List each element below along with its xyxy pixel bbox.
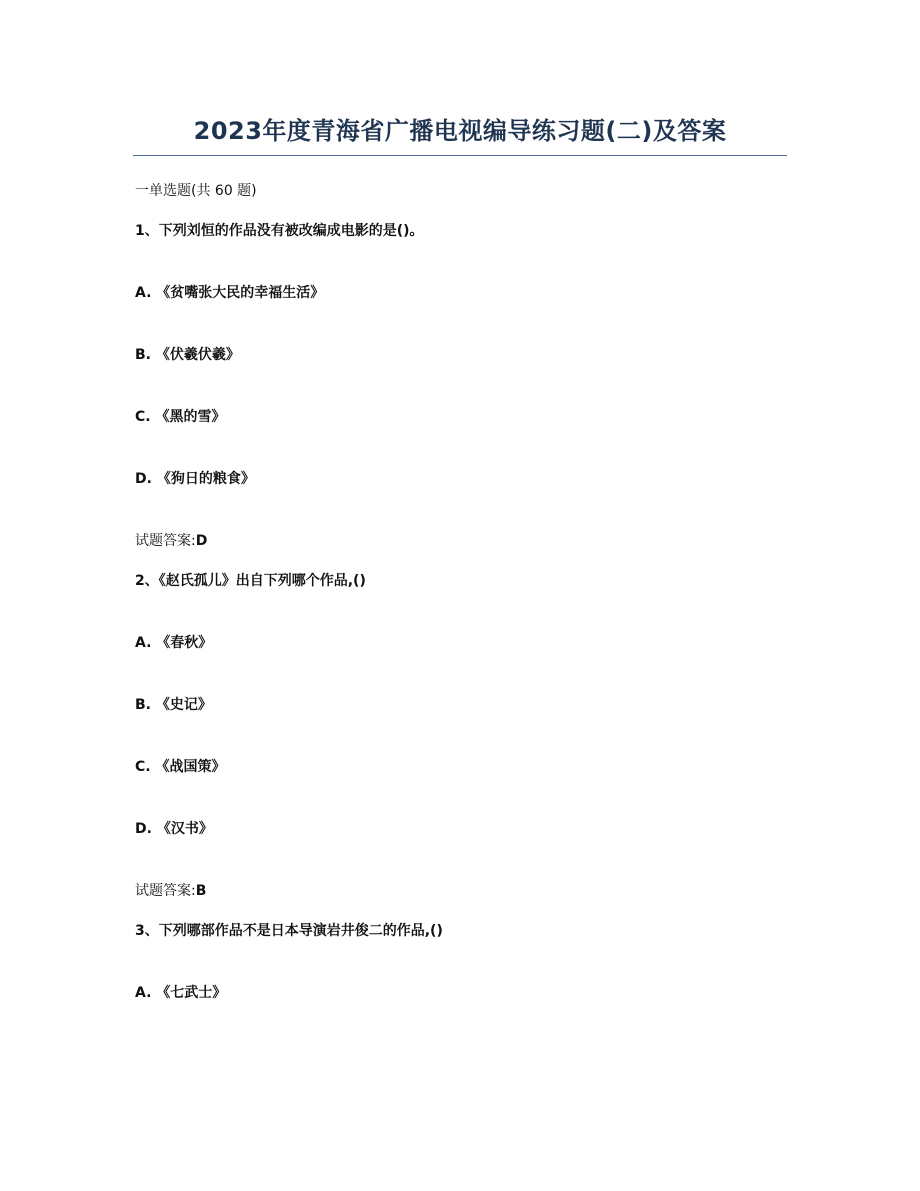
option-a: A. 《春秋》 — [135, 635, 213, 651]
answer-value: B — [195, 883, 207, 899]
question-stem: 3、下列哪部作品不是日本导演岩井俊二的作品,() — [135, 923, 443, 939]
answer-line — [135, 880, 206, 902]
option-d: D. 《汉书》 — [135, 821, 213, 837]
answer-label: 试题答案: — [135, 883, 196, 899]
option-b: B. 《伏羲伏羲》 — [135, 347, 240, 363]
answer-label: 试题答案: — [135, 533, 196, 549]
option-d: D. 《狗日的粮食》 — [135, 471, 255, 487]
answer-value: D — [195, 533, 208, 549]
answer-line — [135, 530, 207, 552]
question-stem: 2、《赵氏孤儿》出自下列哪个作品,() — [135, 573, 366, 589]
option-a: A. 《贫嘴张大民的幸福生活》 — [135, 285, 325, 301]
option-c: C. 《黑的雪》 — [135, 409, 226, 425]
section-header: 一单选题(共 60 题) — [135, 183, 257, 199]
question-stem: 1、下列刘恒的作品没有被改编成电影的是()。 — [135, 223, 424, 239]
document-title: 2023年度青海省广播电视编导练习题(二)及答案 — [193, 117, 727, 145]
option-a: A. 《七武士》 — [135, 985, 227, 1001]
title-underline — [133, 155, 787, 156]
option-c: C. 《战国策》 — [135, 759, 226, 775]
option-b: B. 《史记》 — [135, 697, 212, 713]
